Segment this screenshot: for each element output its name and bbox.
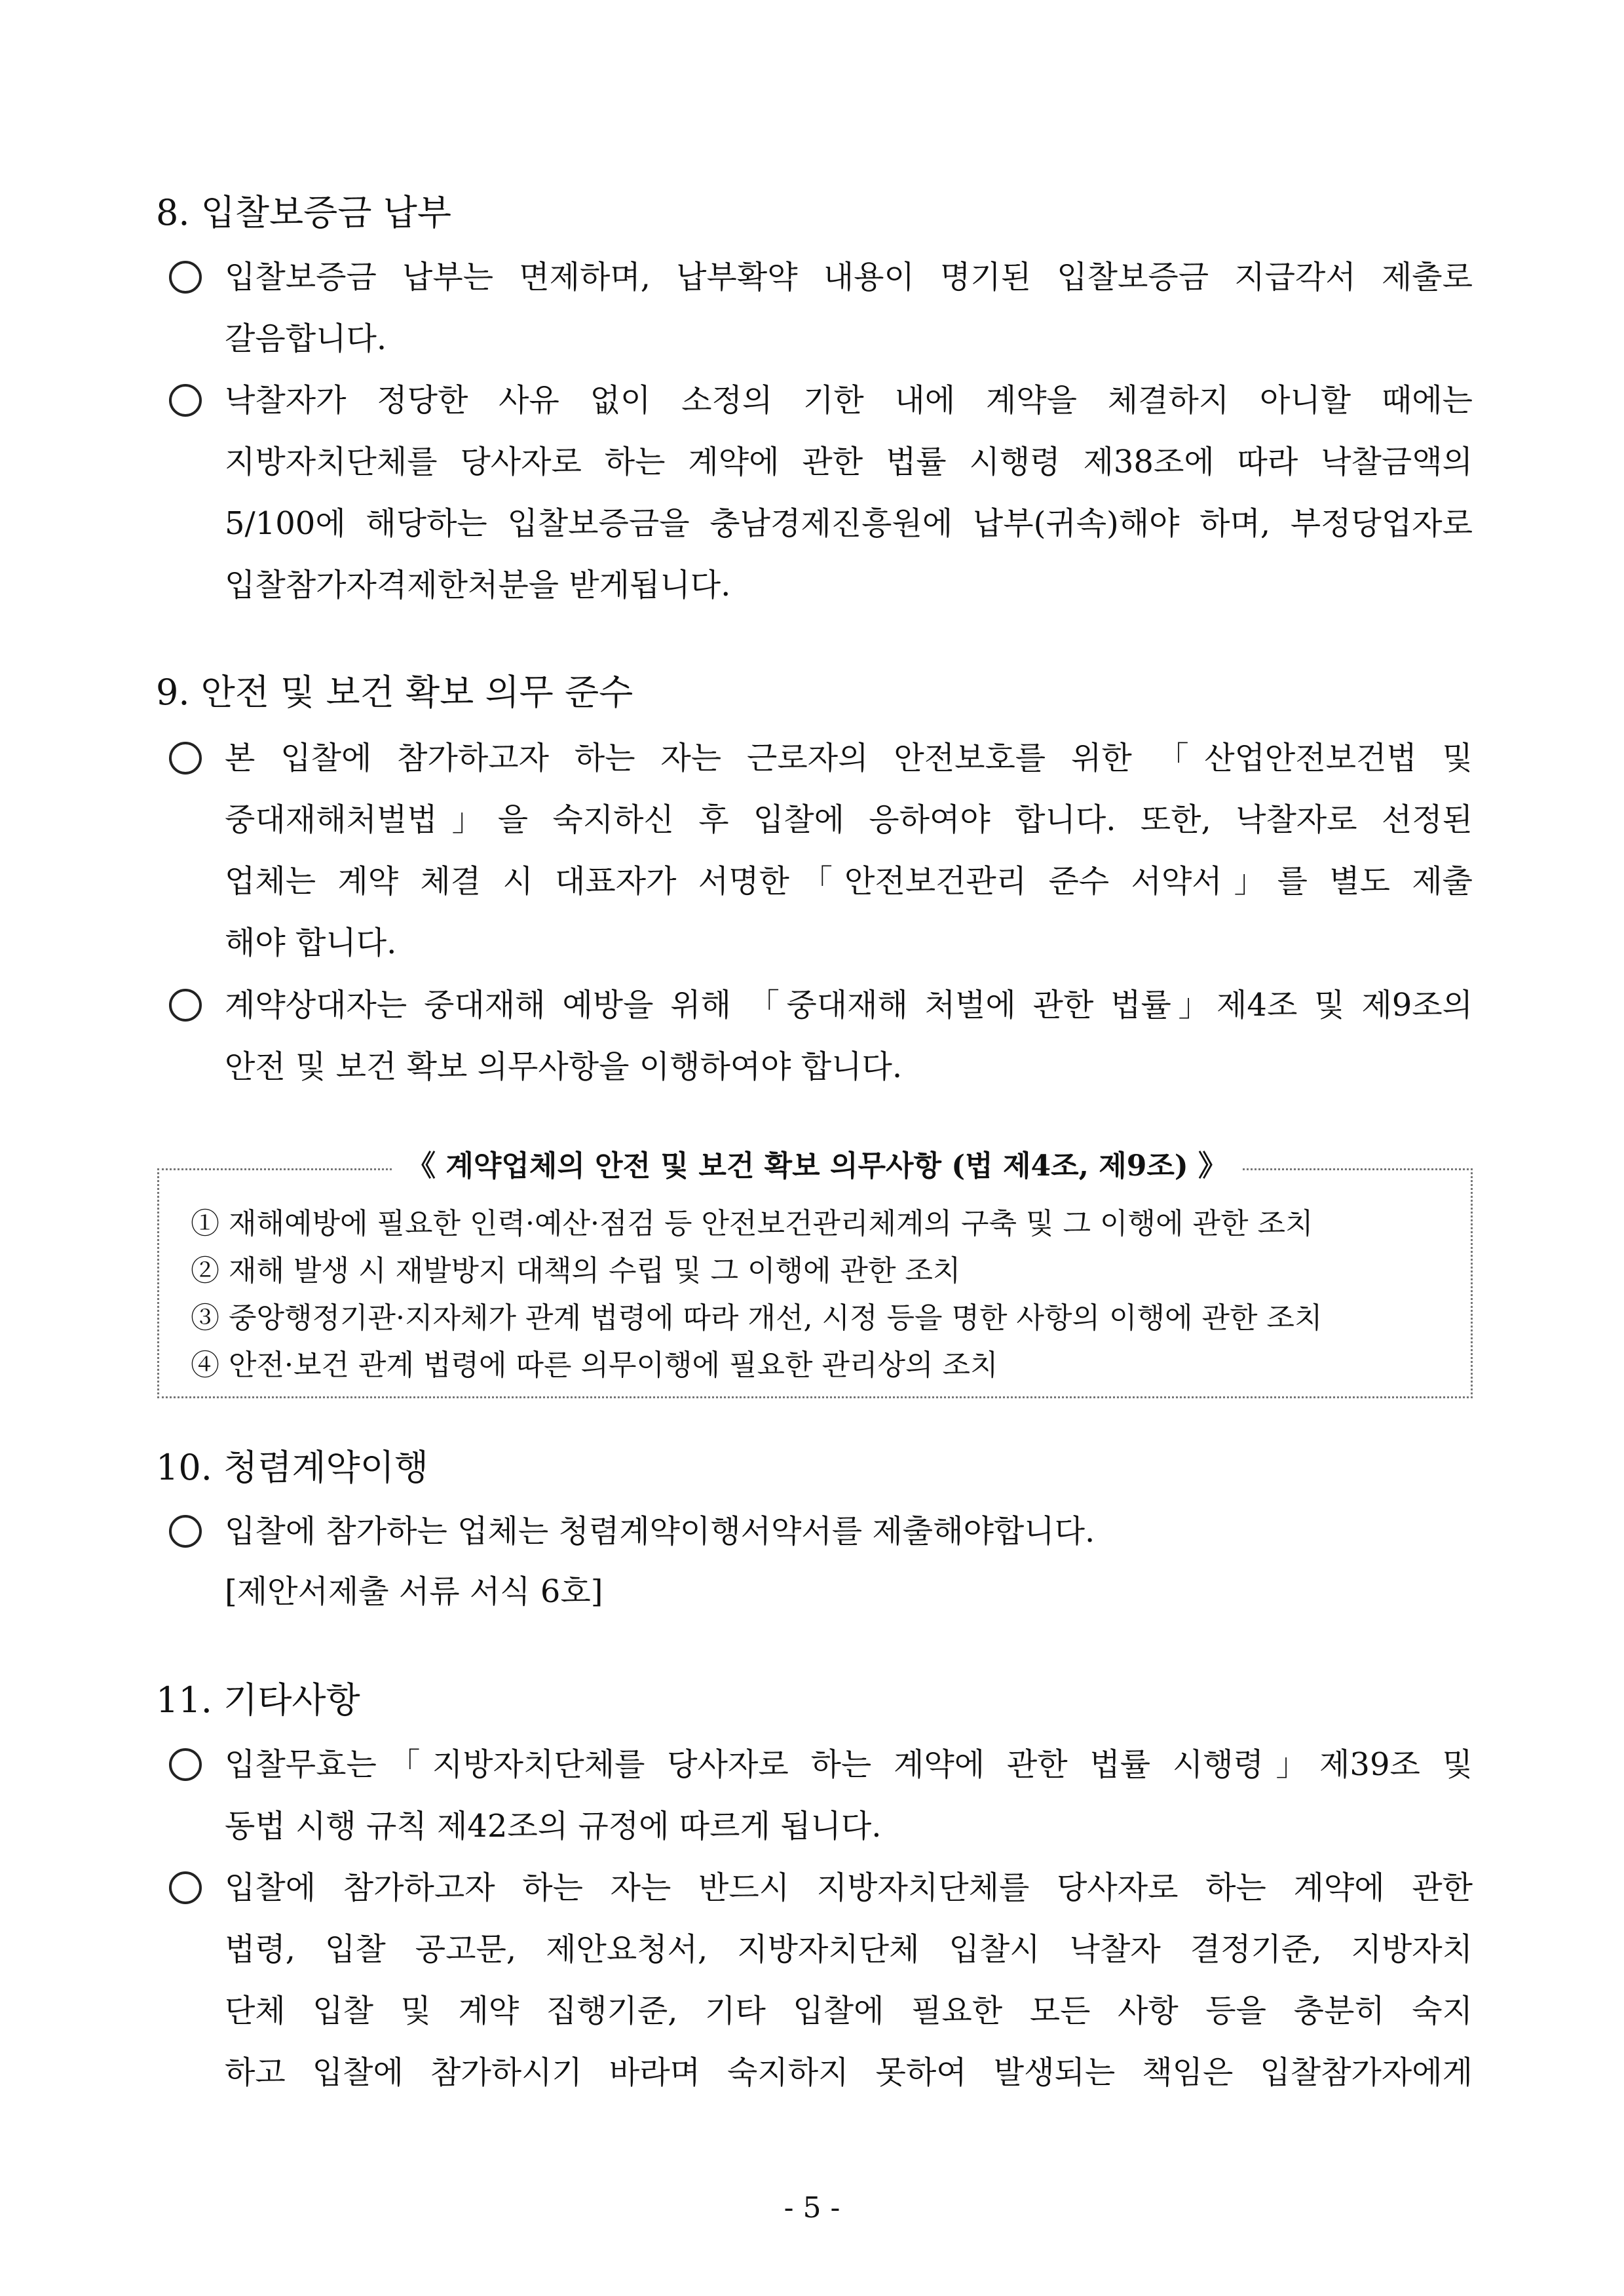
obligation-item-2: ② 재해 발생 시 재발방지 대책의 수립 및 그 이행에 관한 조치 [191,1254,961,1288]
section-8-item-1-bullet [169,261,202,294]
section-9-item-2-bullet [169,989,202,1022]
section-11-item-2-line-3: 단체 입찰 및 계약 집행기준, 기타 입찰에 필요한 모든 사항 등을 충분히 숙지 [225,1993,1473,2029]
section-8-item-1-line-1: 입찰보증금 납부는 면제하며, 납부확약 내용이 명기된 입찰보증금 지급각서 제출로 [225,259,1473,296]
section-9-item-1-line-3: 업체는 계약 체결 시 대표자가 서명한「안전보건관리 준수 서약서」를 별도 제출 [225,863,1473,900]
section-11-item-2-line-4: 하고 입찰에 참가하시기 바라며 숙지하지 못하여 발생되는 책임은 입찰참가자에게 [225,2054,1473,2091]
section-9-item-1-line-2: 중대재해처벌법」을 숙지하신 후 입찰에 응하여야 합니다. 또한, 낙찰자로 선정된 [225,801,1473,838]
section-9-item-1-bullet [169,742,202,775]
section-9-item-1-line-4: 해야 합니다. [225,925,397,961]
section-8-item-2-line-2: 지방자치단체를 당사자로 하는 계약에 관한 법률 시행령 제38조에 따라 낙찰금액의 [225,444,1473,480]
section-11-item-1-line-1: 입찰무효는「지방자치단체를 당사자로 하는 계약에 관한 법률 시행령」제39조 및 [225,1746,1473,1783]
section-10-heading: 10. 청렴계약이행 [156,1447,429,1488]
section-10-item-1-bullet [169,1515,202,1548]
section-11-heading: 11. 기타사항 [156,1679,360,1721]
obligation-item-3: ③ 중앙행정기관·지자체가 관계 법령에 따라 개선, 시정 등을 명한 사항의 이행에 관한 조치 [191,1301,1323,1335]
obligation-item-1: ① 재해예방에 필요한 인력·예산·점검 등 안전보건관리체계의 구축 및 그 이행에 관한 조치 [191,1207,1313,1240]
section-9-item-1-line-1: 본 입찰에 참가하고자 하는 자는 근로자의 안전보호를 위한 「산업안전보건법 및 [225,740,1473,776]
section-10-item-1-line-2: [제안서제출 서류 서식 6호] [225,1573,603,1610]
section-11-item-2-bullet [169,1871,202,1904]
section-9-item-2-line-2: 안전 및 보건 확보 의무사항을 이행하여야 합니다. [225,1048,903,1085]
section-11-item-2-line-2: 법령, 입찰 공고문, 제안요청서, 지방자치단체 입찰시 낙찰자 결정기준, 지방자치 [225,1931,1473,1968]
section-8-item-2-line-3: 5/100에 해당하는 입찰보증금을 충남경제진흥원에 납부(귀속)해야 하며, 부정당업자로 [225,505,1473,542]
section-8-item-2-bullet [169,384,202,417]
section-8-item-1-line-2: 갈음합니다. [225,320,387,357]
section-8-item-2-line-4: 입찰참가자격제한처분을 받게됩니다. [225,567,731,603]
section-9-heading: 9. 안전 및 보건 확보 의무 준수 [156,672,633,713]
section-8-heading: 8. 입찰보증금 납부 [156,192,451,233]
section-11-item-2-line-1: 입찰에 참가하고자 하는 자는 반드시 지방자치단체를 당사자로 하는 계약에 관한 [225,1869,1473,1906]
section-9-item-2-line-1: 계약상대자는 중대재해 예방을 위해 「중대재해 처벌에 관한 법률」제4조 및 제9조의 [225,987,1473,1024]
section-11-item-1-line-2: 동법 시행 규칙 제42조의 규정에 따르게 됩니다. [225,1808,882,1845]
page-number: - 5 - [784,2191,840,2225]
section-11-item-1-bullet [169,1748,202,1781]
section-10-item-1-line-1: 입찰에 참가하는 업체는 청렴계약이행서약서를 제출해야합니다. [225,1513,1095,1550]
obligations-box [157,1149,1473,1398]
obligation-item-4: ④ 안전·보건 관계 법령에 따른 의무이행에 필요한 관리상의 조치 [191,1349,998,1382]
section-8-item-2-line-1: 낙찰자가 정당한 사유 없이 소정의 기한 내에 계약을 체결하지 아니할 때에는 [225,382,1473,419]
obligations-box-title: 《 계약업체의 안전 및 보건 확보 의무사항 (법 제4조, 제9조) 》 [392,1149,1241,1183]
